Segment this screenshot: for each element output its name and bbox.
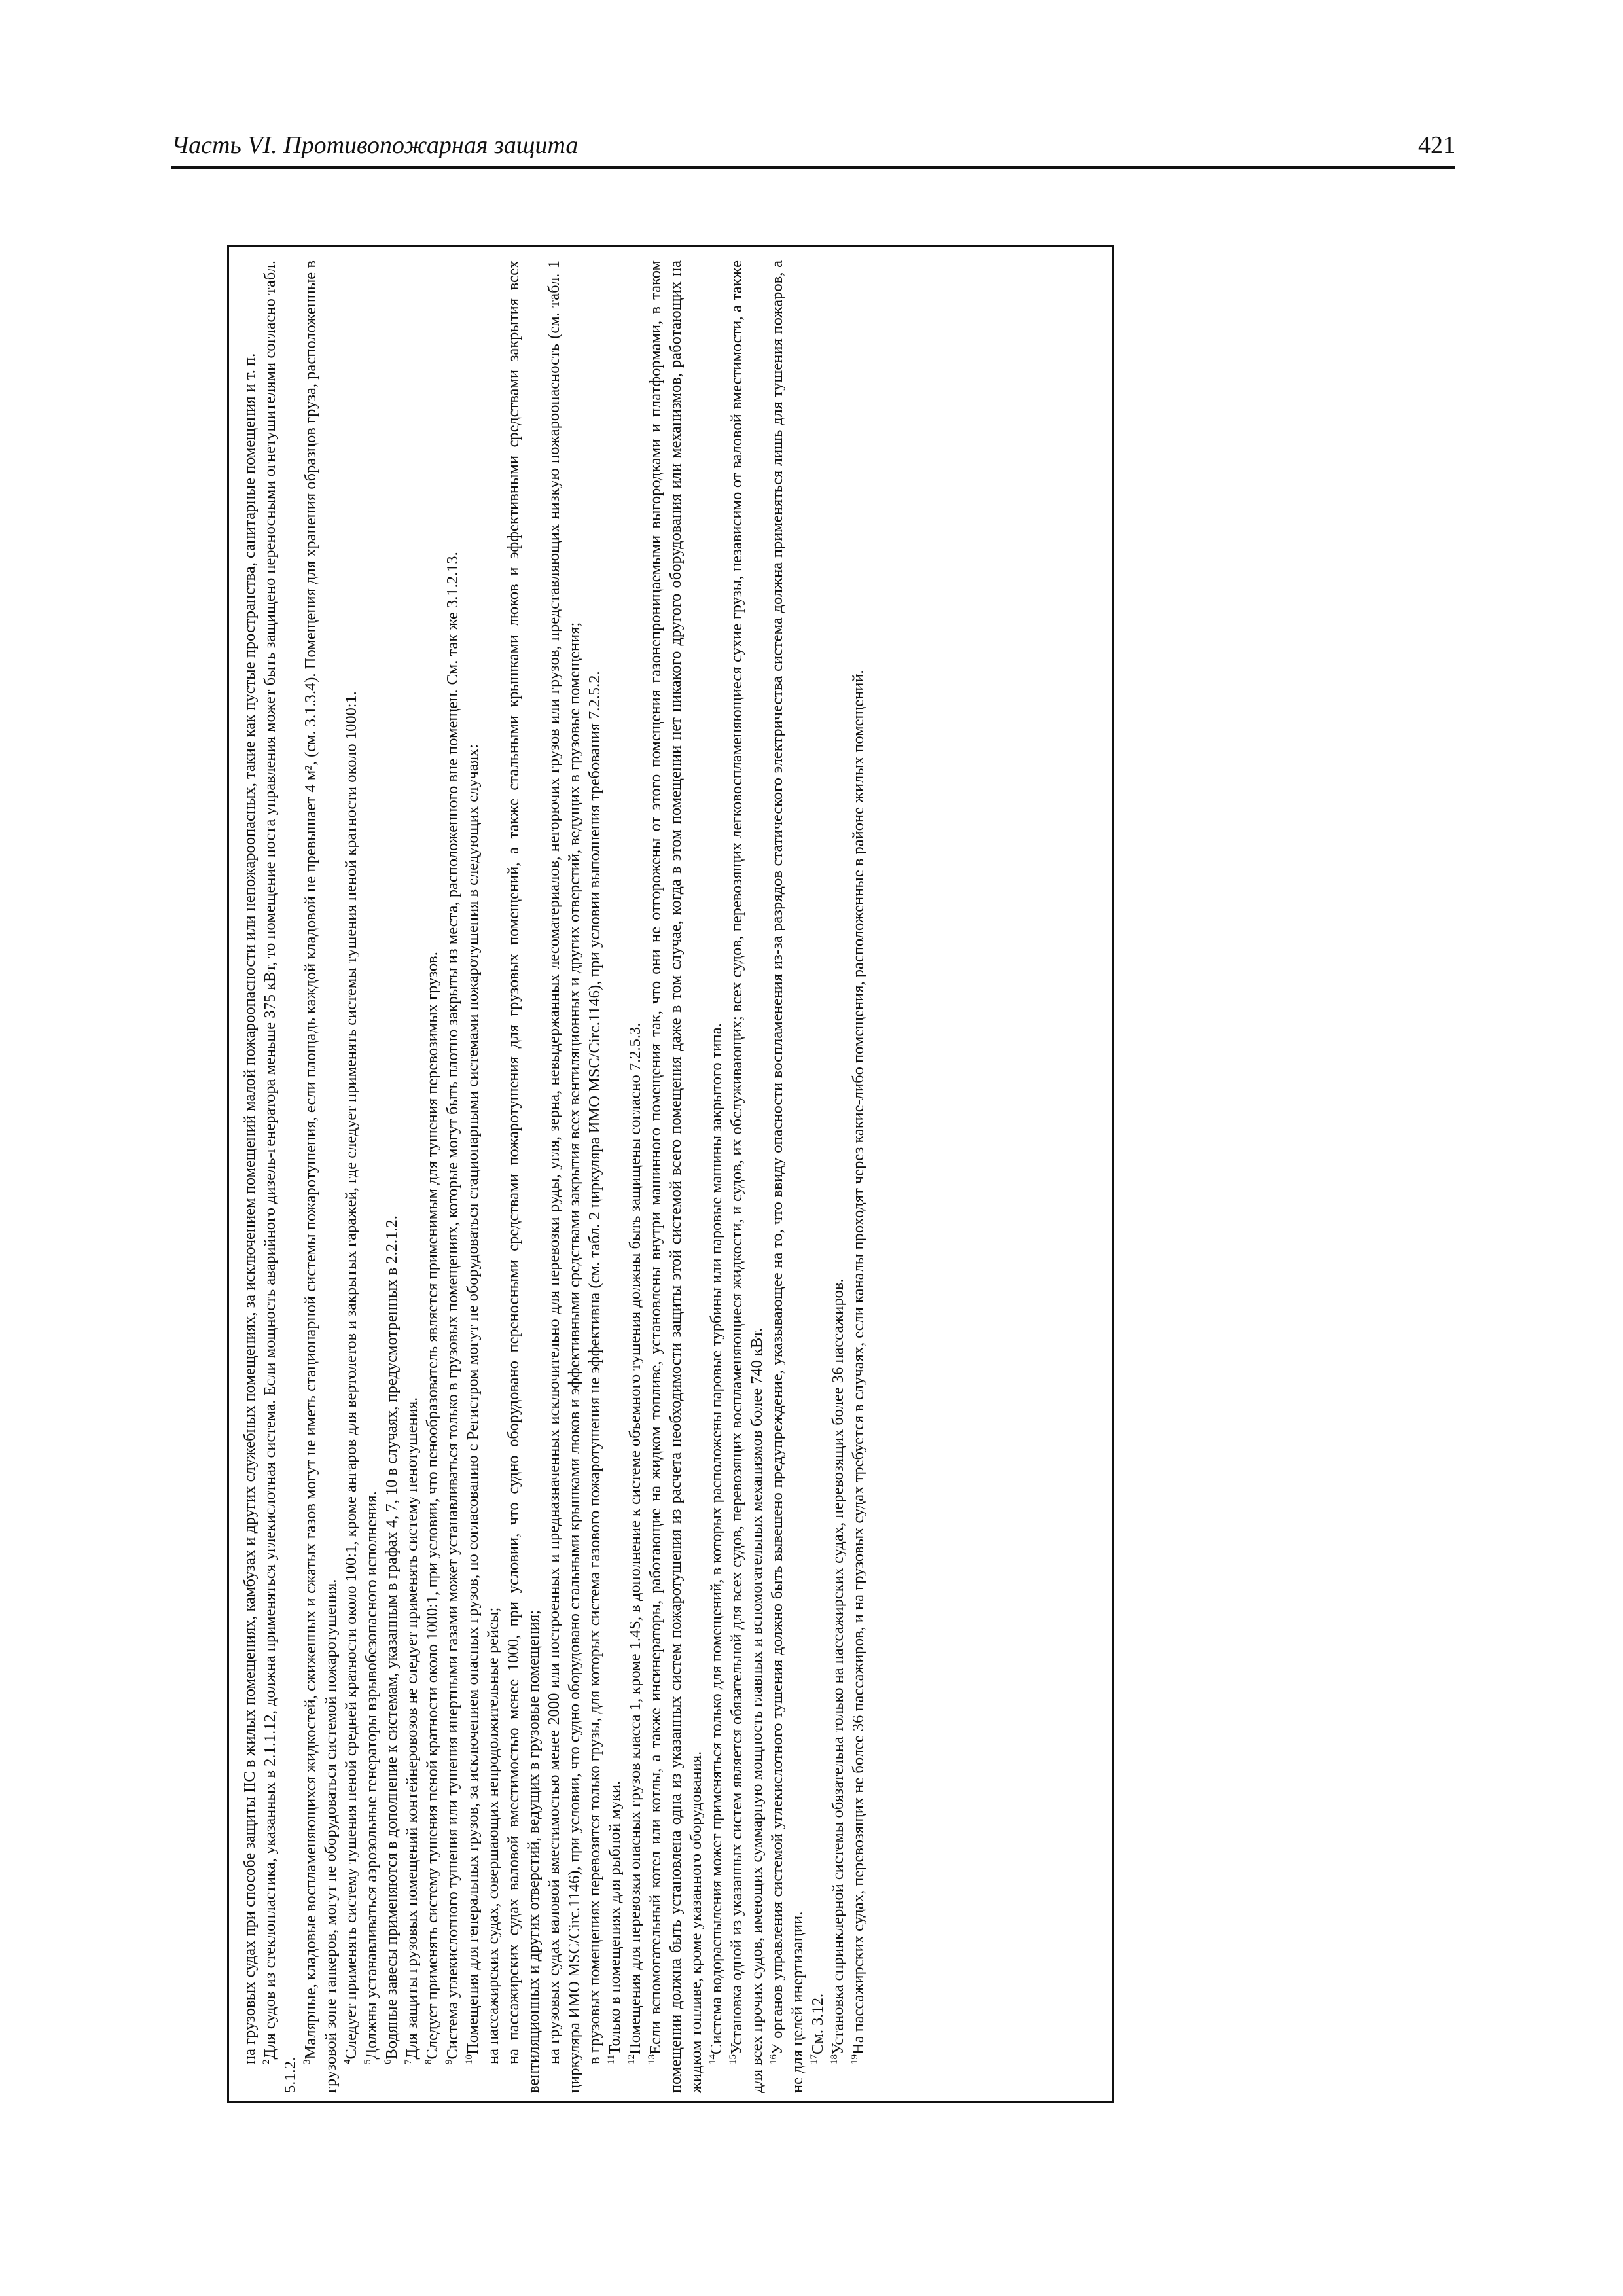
footnote-text: Должны устанавливаться аэрозольные генераторы взрывобезопасного исполнения. (363, 1491, 380, 2060)
footnote-text: Система углекислотного тушения или тушения инертными газами может устанавливаться только в грузовых помещениях, которые могут быть плотно закрыты из места, расположенного вне помещен. См. так же 3.1.2.13. (444, 552, 461, 2060)
footnote-paragraph (483, 260, 503, 2093)
footnotes-frame (227, 245, 1114, 2103)
footnote-text: Помещения для генеральных грузов, за исключением опасных грузов, по согласованию с Регистром могут не оборудоваться стационарными системами пожаротушения в следующих случаях: (464, 744, 482, 2054)
footnote-paragraph (341, 260, 361, 2093)
footnote-paragraph (422, 260, 442, 2093)
footnotes-list (240, 260, 868, 2093)
footnote-paragraph (625, 260, 645, 2093)
footnote-text: Следует применять систему тушения пеной кратности около 1000:1, при условии, что пенообразователь является применимым для тушения перевозимых грузов. (423, 952, 441, 2060)
footnote-text: на грузовых судах валовой вместимостью менее 2000 или построенных и предназначенных исключительно для перевозки руды, угля, зерна, невыдержанных лесоматериалов, негорючих грузов или грузов, представляющих низкую пожароопасность (см. табл. 1 циркуляра ИМО MSC/Circ.1146), при условии, что судно оборудовано стальными крышками люков и эффективными средствами закрытия всех вентиляционных и других отверстий, ведущих в грузовые помещения; (545, 260, 583, 2093)
footnote-text: Установка одной из указанных систем является обязательной для всех судов, перевозящих воспламеняющиеся жидкости, и судов, их обслуживающих; всех судов, перевозящих легковоспламеняющиеся сухие грузы, независимо от валовой вместимости, а также для всех прочих судов, имеющих суммарную мощность главных и вспомогательных механизмов более 740 кВт. (728, 260, 766, 2093)
footnote-paragraph (726, 260, 767, 2093)
footnote-text: Малярные, кладовые воспламеняющихся жидкостей, сжиженных и сжатых газов могут не иметь стационарной системы пожаротушения, если площадь каждой кладовой не превышает 4 м², (см. 3.1.3.4). Помещения для хранения образцов груза, расположенные в грузовой зоне танкеров, могут не оборудоваться системой пожаротушения. (302, 260, 340, 2093)
footnote-text: на грузовых судах при способе защиты IIС в жилых помещениях, камбузах и других служебных помещениях, за исключением помещений малой пожароопасности или непожароопасных, такие как пустые пространства, санитарные помещения и т. п. (241, 353, 259, 2064)
footnote-mark: 16 (768, 2054, 779, 2064)
footnote-text: На пассажирских судах, перевозящих не более 36 пассажиров, и на грузовых судах требуется в случаях, если каналы проходят через какие-либо помещения, расположенные в районе жилых помещений. (849, 670, 867, 2054)
footnote-mark: 5 (363, 2059, 373, 2064)
page-header (171, 130, 1455, 169)
footnote-text: Для судов из стеклопластика, указанных в 2.1.1.12, должна применяться углекислотная система. Если мощность аварийного дизель-генератора меньше 375 кВт, то помещение поста управления может быть защищено переносными огнетушителями согласно табл. 5.1.2. (261, 260, 299, 2093)
page-number: 421 (1418, 132, 1455, 159)
footnote-paragraph (260, 260, 300, 2093)
footnote-mark: 9 (444, 2059, 454, 2064)
footnote-mark: 17 (809, 2054, 819, 2064)
footnote-mark: 2 (261, 2059, 272, 2064)
footnote-paragraph (544, 260, 584, 2093)
footnote-mark: 4 (342, 2059, 353, 2064)
footnote-text: Помещения для перевозки опасных грузов класса 1, кроме 1.4S, в дополнение к системе объемного тушения должны быть защищены согласно 7.2.5.3. (626, 1022, 644, 2054)
footnote-paragraph (503, 260, 544, 2093)
footnote-mark: 10 (464, 2054, 474, 2064)
footnote-text: Если вспомогательный котел или котлы, а также инсинераторы, работающие на жидком топливе, установлены внутри машинного помещения так, что они не отгорожены от этого помещения газонепроницаемыми выгородками и платформами, в таком помещении должна быть установлена одна из указанных систем пожаротушения из расчета необходимости защиты этой системой всего помещения даже в том случае, когда в этом помещении нет никакого другого оборудования или механизмов, работающих на жидком топливе, кроме указанного оборудования. (647, 260, 705, 2093)
footnote-paragraph (584, 260, 605, 2093)
footnote-text: Система водораспыления может применяться только для помещений, в которых расположены паровые турбины или паровые машины закрытого типа. (707, 1023, 725, 2054)
footnote-text: См. 3.12. (809, 1993, 827, 2054)
footnote-mark: 6 (383, 2059, 393, 2064)
footnote-paragraph (402, 260, 422, 2093)
footnote-mark: 13 (647, 2054, 657, 2064)
footnote-text: на пассажирских судах, совершающих непродолжительные рейсы; (484, 1607, 502, 2064)
footnote-text: У органов управления системой углекислотного тушения должно быть вывешено предупреждение, указывающее на то, что ввиду опасности воспламенения из-за разрядов статического электричества система должна применяться лишь для тушения пожаров, а не для целей инертизации. (768, 260, 806, 2093)
footnote-mark: 7 (403, 2059, 414, 2064)
footnote-paragraph (767, 260, 808, 2093)
footnote-mark: 8 (423, 2059, 434, 2064)
footnote-paragraph (361, 260, 382, 2093)
header-rule (171, 166, 1455, 169)
footnote-mark: 3 (302, 2059, 312, 2064)
footnote-text: Только в помещениях для рыбной муки. (606, 1780, 624, 2055)
footnote-text: на пассажирских судах валовой вместимостью менее 1000, при условии, что судно оборудовано переносными средствами пожаротушения для грузовых помещений, а также стальными крышками люков и эффективными средствами закрытия всех вентиляционных и других отверстий, ведущих в грузовые помещения; (505, 260, 543, 2093)
footnote-paragraph (240, 260, 260, 2093)
footnote-paragraph (848, 260, 868, 2093)
rotated-footnotes (240, 260, 1103, 2093)
footnote-mark: 19 (849, 2054, 860, 2064)
footnote-text: Водяные завесы применяются в дополнение к системам, указанным в графах 4, 7, 10 в случаях, предусмотренных в 2.2.1.2. (383, 1215, 401, 2060)
footnote-mark: 12 (626, 2054, 637, 2064)
footnote-paragraph (828, 260, 848, 2093)
running-title: Часть VI. Противопожарная защита (171, 132, 579, 159)
footnote-text: Следует применять систему тушения пеной средней кратности около 100:1, кроме ангаров для вертолетов и закрытых гаражей, где следует применять системы тушения пеной кратности около 1000:1. (342, 691, 360, 2060)
footnote-paragraph (605, 260, 625, 2093)
footnote-paragraph (645, 260, 706, 2093)
footnote-mark: 11 (606, 2054, 616, 2064)
footnote-mark: 18 (829, 2054, 840, 2064)
footnote-paragraph (706, 260, 726, 2093)
footnote-paragraph (300, 260, 341, 2093)
footnote-text: в грузовых помещениях перевозятся только грузы, для которых система газового пожаротушения не эффективна (см. табл. 2 циркуляра ИМО MSC/Circ.1146), при условии выполнения требования 7.2.5.2. (586, 671, 603, 2064)
footnote-mark: 14 (707, 2054, 718, 2064)
footnote-mark: 15 (728, 2054, 738, 2064)
footnote-paragraph (808, 260, 828, 2093)
footnote-paragraph (442, 260, 463, 2093)
footnote-text: Установка спринклерной системы обязательна только на пассажирских судах, перевозящих более 36 пассажиров. (829, 1278, 847, 2054)
footnote-paragraph (382, 260, 402, 2093)
footnote-text: Для защиты грузовых помещений контейнеровозов не следует применять систему пенотушения. (403, 1397, 421, 2060)
footnote-paragraph (463, 260, 483, 2093)
